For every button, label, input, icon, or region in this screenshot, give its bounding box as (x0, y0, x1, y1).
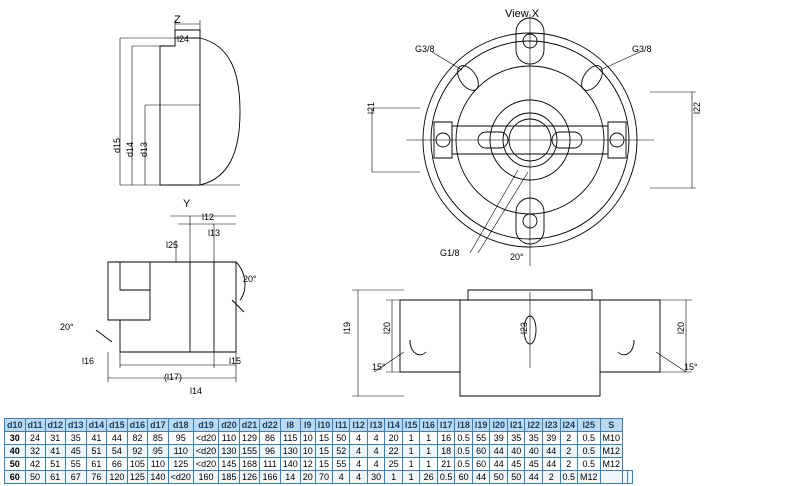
table-cell: 145 (219, 458, 240, 471)
table-cell: 1 (402, 432, 420, 445)
table-header-row (5, 419, 633, 432)
table-header-l9: l9 (300, 419, 315, 432)
table-cell: 54 (107, 445, 128, 458)
table-cell: 185 (219, 471, 240, 484)
table-cell: 20 (385, 432, 403, 445)
table-cell: 95 (148, 445, 169, 458)
label-g38-left: G3/8 (415, 44, 435, 54)
table-cell: 50 (490, 471, 508, 484)
table-cell: 61 (45, 471, 66, 484)
view-y-title: Y (183, 198, 191, 210)
label-l22: l22 (692, 102, 702, 115)
table-header-d10: d10 (5, 419, 26, 432)
table-cell: 61 (86, 458, 107, 471)
table-header-l18: l18 (455, 419, 473, 432)
table-cell: 0.5 (437, 471, 455, 484)
table-cell: 40 (507, 445, 525, 458)
table-cell: 105 (127, 458, 148, 471)
table-header-d19: d19 (193, 419, 218, 432)
table-cell: 30 (367, 471, 385, 484)
table-row (5, 458, 633, 471)
table-header-l16: l16 (420, 419, 438, 432)
label-l20-right: l20 (676, 322, 686, 335)
table-cell: 44 (542, 445, 560, 458)
table-cell: 4 (333, 471, 350, 484)
table-header-l25: l25 (578, 419, 601, 432)
table-cell: 95 (168, 432, 193, 445)
table-cell: 110 (219, 432, 240, 445)
table-cell: 15 (315, 458, 333, 471)
label-l20-left: l20 (382, 322, 392, 335)
table-cell: 51 (86, 445, 107, 458)
table-cell: 21 (437, 458, 455, 471)
table-cell: 12 (300, 458, 315, 471)
table-cell: 32 (25, 445, 45, 458)
label-l17: (l17) (164, 372, 183, 382)
table-header-l17: l17 (437, 419, 455, 432)
table-cell: 166 (260, 471, 281, 484)
table-header-d14: d14 (86, 419, 107, 432)
table-cell: 10 (300, 432, 315, 445)
table-cell: 25 (385, 458, 403, 471)
table-cell: 1 (402, 458, 420, 471)
label-l21: l21 (366, 102, 376, 115)
table-cell: 2 (560, 445, 578, 458)
table-cell: 111 (260, 458, 281, 471)
table-header-l10: l10 (315, 419, 333, 432)
table-cell: <d20 (168, 471, 193, 484)
table-cell: 18 (437, 445, 455, 458)
table-cell: 130 (280, 445, 300, 458)
table-header-l23: l23 (542, 419, 560, 432)
label-g38-right: G3/8 (632, 44, 652, 54)
label-angle-20-right: 20° (60, 322, 74, 332)
table-cell: <d20 (193, 432, 218, 445)
table-header-l15: l15 (402, 419, 420, 432)
table-header-l21: l21 (507, 419, 525, 432)
table-cell: 41 (45, 445, 66, 458)
table-cell: 115 (280, 432, 300, 445)
table-cell: <d20 (193, 445, 218, 458)
table-cell: 44 (107, 432, 128, 445)
table-cell: 0.5 (455, 445, 473, 458)
table-cell: 4 (350, 432, 368, 445)
table-cell: 10 (300, 445, 315, 458)
table-cell: 1 (420, 432, 438, 445)
table-header-d16: d16 (127, 419, 148, 432)
table-cell: 130 (219, 445, 240, 458)
table-cell: 44 (542, 458, 560, 471)
label-l13: l13 (208, 228, 221, 238)
table-cell: 2 (560, 432, 578, 445)
table-cell: 35 (66, 432, 87, 445)
table-header-d21: d21 (239, 419, 260, 432)
table-cell: M12 (578, 471, 601, 484)
table-cell: 41 (86, 432, 107, 445)
table-cell: 0.5 (578, 458, 601, 471)
table-cell: 45 (66, 445, 87, 458)
table-row (5, 471, 633, 484)
table-cell: 4 (350, 458, 368, 471)
table-header-l14: l14 (385, 419, 403, 432)
table-cell: 4 (367, 432, 385, 445)
label-d13: d13 (139, 142, 149, 158)
table-header-l11: l11 (333, 419, 350, 432)
table-header-S: S (600, 419, 623, 432)
table-cell: 2 (560, 458, 578, 471)
table-cell: 30 (5, 432, 26, 445)
table-cell: 31 (45, 432, 66, 445)
table-cell: 160 (193, 471, 218, 484)
table-cell: 50 (507, 471, 525, 484)
table-row (5, 445, 633, 458)
table-header-l20: l20 (490, 419, 508, 432)
view-x-title: View X (505, 8, 540, 20)
table-cell: 44 (472, 471, 490, 484)
table-header-d11: d11 (25, 419, 45, 432)
table-row (5, 432, 633, 445)
table-cell: 55 (472, 432, 490, 445)
label-d14: d14 (125, 142, 135, 158)
table-cell: 16 (437, 432, 455, 445)
label-d15: d15 (112, 138, 122, 154)
table-cell: 125 (168, 458, 193, 471)
table-cell: 60 (455, 471, 473, 484)
label-angle-20-left: 20° (243, 274, 257, 284)
table-cell: 85 (148, 432, 169, 445)
table-cell: 20 (300, 471, 315, 484)
label-l19: l19 (342, 322, 352, 335)
table-cell: 82 (127, 432, 148, 445)
table-cell: 66 (107, 458, 128, 471)
table-cell: 2 (542, 471, 560, 484)
table-cell: 39 (490, 432, 508, 445)
table-cell: 55 (66, 458, 87, 471)
table-cell: 140 (280, 458, 300, 471)
table-cell: 51 (45, 458, 66, 471)
table-cell: 0.5 (578, 445, 601, 458)
table-cell: 45 (525, 458, 543, 471)
table-header-d13: d13 (66, 419, 87, 432)
table-cell: 110 (168, 445, 193, 458)
table-header-l24: l24 (560, 419, 578, 432)
table-cell: 126 (239, 471, 260, 484)
table-cell: 55 (333, 458, 350, 471)
table-cell: 76 (86, 471, 107, 484)
table-cell: 44 (490, 445, 508, 458)
table-header-d20: d20 (219, 419, 240, 432)
table-cell: 0.5 (455, 458, 473, 471)
table-cell: 44 (525, 471, 543, 484)
table-cell: 110 (148, 458, 169, 471)
label-l15: l15 (229, 356, 242, 366)
table-cell: 15 (315, 432, 333, 445)
table-cell (600, 471, 623, 484)
view-z-title: Z (174, 14, 181, 26)
table-cell: 42 (25, 458, 45, 471)
table-cell: 129 (239, 432, 260, 445)
table-cell: 1 (402, 445, 420, 458)
table-cell: 1 (420, 458, 438, 471)
table-cell: 45 (507, 458, 525, 471)
table-cell: 168 (239, 458, 260, 471)
table-cell: 60 (5, 471, 26, 484)
table-header-d18: d18 (168, 419, 193, 432)
table-cell: 24 (25, 432, 45, 445)
table-cell: 50 (333, 432, 350, 445)
table-body (5, 432, 633, 484)
table-cell: 50 (5, 458, 26, 471)
table-cell: 4 (367, 445, 385, 458)
table-header-l12: l12 (350, 419, 368, 432)
table-cell: <d20 (193, 458, 218, 471)
table-header-d17: d17 (148, 419, 169, 432)
table-cell: 35 (525, 432, 543, 445)
label-angle-20-port: 20° (510, 252, 524, 262)
table-header-l13: l13 (367, 419, 385, 432)
label-g18: G1/8 (440, 248, 460, 258)
table-cell: 35 (507, 432, 525, 445)
table-header-d15: d15 (107, 419, 128, 432)
table-header-l19: l19 (472, 419, 490, 432)
table-header-l22: l22 (525, 419, 543, 432)
table-cell: 155 (239, 445, 260, 458)
table-cell: 0.5 (578, 432, 601, 445)
label-l25: l25 (166, 240, 179, 250)
table-cell: 40 (525, 445, 543, 458)
table-cell: M10 (600, 432, 623, 445)
table-cell: 1 (385, 471, 403, 484)
table-cell: 4 (350, 445, 368, 458)
table-cell: 4 (350, 471, 368, 484)
table-cell: 60 (472, 445, 490, 458)
table-cell: 26 (420, 471, 438, 484)
label-angle-15-left: 15° (372, 362, 386, 372)
label-l24: l24 (177, 34, 190, 44)
table-cell: 39 (542, 432, 560, 445)
table-cell: 1 (420, 445, 438, 458)
table-cell: 22 (385, 445, 403, 458)
table-cell: 0.5 (560, 471, 578, 484)
table-cell (628, 471, 633, 484)
table-cell: 96 (260, 445, 281, 458)
table-cell: 14 (280, 471, 300, 484)
label-l23: l23 (519, 322, 529, 335)
table-header-d12: d12 (45, 419, 66, 432)
table-cell: 44 (490, 458, 508, 471)
table-cell: 15 (315, 445, 333, 458)
table-cell: 52 (333, 445, 350, 458)
table-cell: M12 (600, 445, 623, 458)
table-header-d22: d22 (260, 419, 281, 432)
table-cell: 92 (127, 445, 148, 458)
table-header-l8: l8 (280, 419, 300, 432)
table-cell: 0.5 (455, 432, 473, 445)
table-cell: 86 (260, 432, 281, 445)
label-l14: l14 (190, 386, 203, 396)
label-l12: l12 (202, 212, 215, 222)
table-cell: 40 (5, 445, 26, 458)
table-cell: M12 (600, 458, 623, 471)
table-cell: 70 (315, 471, 333, 484)
table-cell: 67 (66, 471, 87, 484)
table-cell: 60 (472, 458, 490, 471)
label-angle-15-right: 15° (684, 362, 698, 372)
table-cell: 4 (367, 458, 385, 471)
table-cell: 50 (25, 471, 45, 484)
label-l16: l16 (82, 356, 95, 366)
dimension-table (4, 418, 633, 484)
table-cell: 1 (402, 471, 420, 484)
table-cell: 125 (127, 471, 148, 484)
table-cell: 120 (107, 471, 128, 484)
table-cell: 140 (148, 471, 169, 484)
